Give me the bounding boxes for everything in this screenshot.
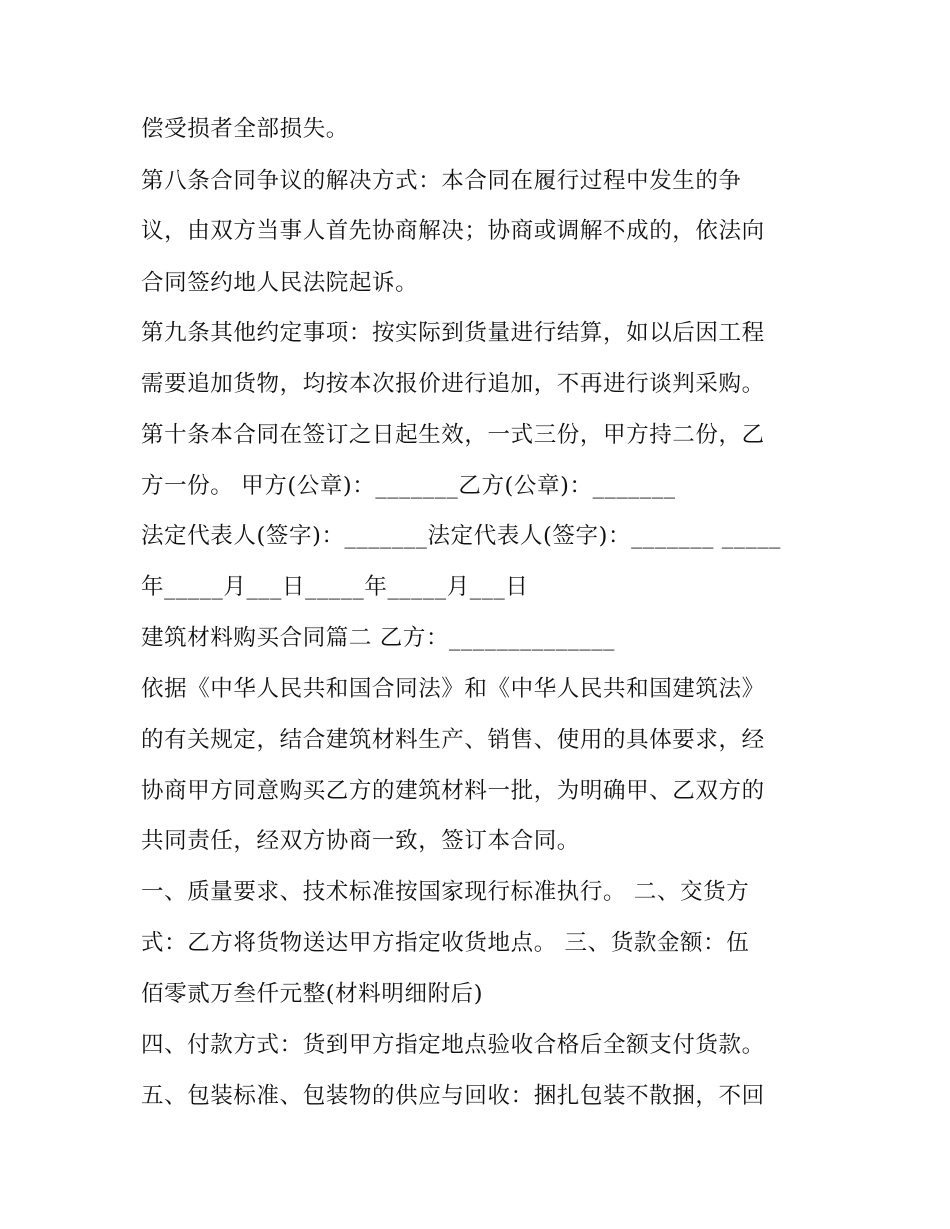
text-line: 方一份。 甲方(公章)：_______乙方(公章)：_______	[141, 473, 676, 499]
text-line: 偿受损者全部损失。	[141, 116, 349, 142]
text-line: 的有关规定，结合建筑材料生产、销售、使用的具体要求，经	[141, 727, 765, 753]
text-line: 议，由双方当事人首先协商解决；协商或调解不成的，依法向	[141, 218, 765, 244]
text-line: 第九条其他约定事项：按实际到货量进行结算，如以后因工程	[141, 320, 765, 346]
text-line: 一、质量要求、技术标准按国家现行标准执行。 二、交货方	[141, 879, 750, 905]
text-line: 需要追加货物，均按本次报价进行追加，不再进行谈判采购。	[141, 371, 765, 397]
text-line: 第十条本合同在签订之日起生效，一式三份，甲方持二份，乙	[141, 422, 765, 448]
text-line: 第八条合同争议的解决方式：本合同在履行过程中发生的争	[141, 168, 742, 194]
text-line: 五、包装标准、包装物的供应与回收：捆扎包装不散捆，不回	[141, 1083, 765, 1109]
text-line: 依据《中华人民共和国合同法》和《中华人民共和国建筑法》	[141, 676, 765, 702]
text-line: 年_____月___日_____年_____月___日	[141, 574, 529, 600]
text-line: 四、付款方式：货到甲方指定地点验收合格后全额支付货款。	[141, 1032, 765, 1058]
text-line: 式：乙方将货物送达甲方指定收货地点。 三、货款金额：伍	[141, 930, 750, 956]
text-line: 佰零贰万叁仟元整(材料明细附后)	[141, 981, 484, 1007]
text-line: 共同责任，经双方协商一致，签订本合同。	[141, 828, 580, 854]
text-line: 建筑材料购买合同篇二 乙方：______________	[141, 625, 615, 651]
text-line: 法定代表人(签字)：_______法定代表人(签字)：_______ _____	[141, 523, 782, 549]
text-line: 协商甲方同意购买乙方的建筑材料一批，为明确甲、乙双方的	[141, 778, 765, 804]
text-line: 合同签约地人民法院起诉。	[141, 270, 419, 296]
